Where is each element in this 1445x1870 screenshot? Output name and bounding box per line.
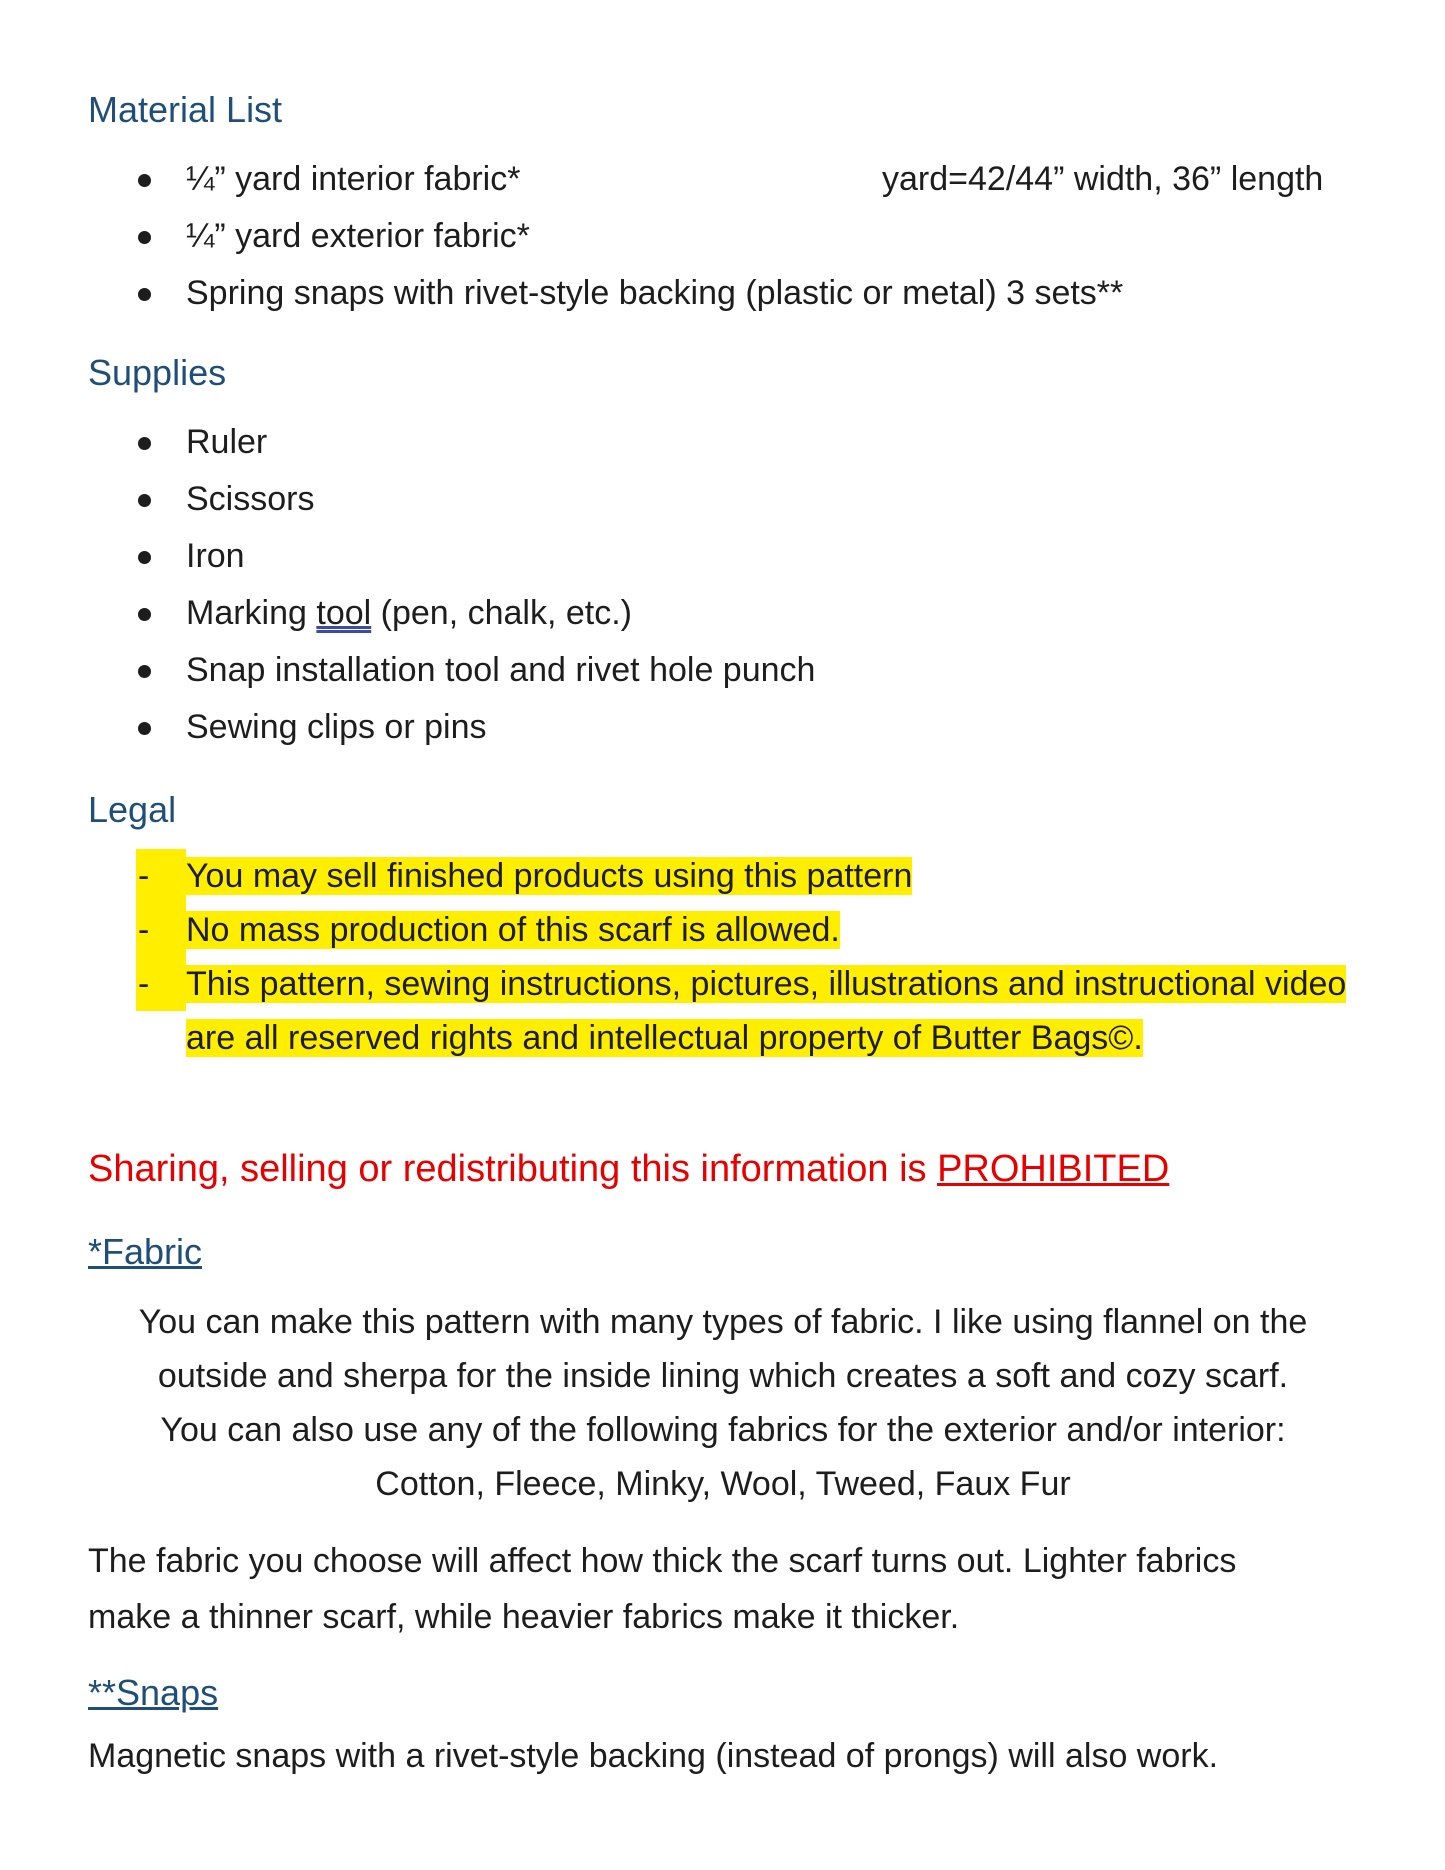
supplies-item-text: Sewing clips or pins — [186, 708, 487, 746]
material-list — [88, 151, 1378, 322]
bullet-icon — [138, 494, 151, 507]
list-item — [88, 699, 1378, 756]
highlighted-text: This pattern, sewing instructions, pictures, illustrations and instructional video are all reserved rights and intellectual property of Butter Bags©. — [186, 965, 1347, 1057]
grammar-flagged-word[interactable]: tool — [316, 594, 372, 632]
dash-bullet: - — [136, 903, 186, 957]
list-item — [88, 414, 1378, 471]
list-item — [88, 208, 1378, 265]
supplies-item-text-after: (pen, chalk, etc.) — [371, 594, 632, 632]
paragraph-line: make a thinner scarf, while heavier fabrics make it thicker. — [88, 1598, 960, 1636]
yard-note: yard=42/44” width, 36” length — [882, 160, 1324, 198]
bullet-icon — [138, 722, 151, 735]
list-item — [88, 151, 1378, 208]
supplies-list — [88, 414, 1378, 756]
bullet-icon — [138, 231, 151, 244]
fabric-heading[interactable]: *Fabric — [88, 1231, 203, 1272]
fabric-types-line: Cotton, Fleece, Minky, Wool, Tweed, Faux Fur — [375, 1465, 1071, 1503]
bullet-icon — [138, 288, 151, 301]
legal-item — [136, 903, 1386, 957]
prohibited-emphasis: PROHIBITED — [937, 1148, 1170, 1190]
snaps-heading[interactable]: **Snaps — [88, 1672, 219, 1713]
fabric-line: You can also use any of the following fabrics for the exterior and/or interior: — [160, 1411, 1286, 1449]
bullet-icon — [138, 437, 151, 450]
bullet-icon — [138, 551, 151, 564]
legal-item — [136, 957, 1386, 1065]
highlighted-text: You may sell finished products using this pattern — [186, 857, 913, 895]
fabric-description — [88, 1295, 1358, 1511]
legal-item — [136, 849, 1386, 903]
fabric-line: You can make this pattern with many types of fabric. I like using flannel on the — [138, 1303, 1308, 1341]
fabric-line: outside and sherpa for the inside lining which creates a soft and cozy scarf. — [157, 1357, 1289, 1395]
supplies-item-text: Snap installation tool and rivet hole punch — [186, 651, 816, 689]
material-item-text: ¼” yard interior fabric* — [186, 160, 521, 198]
bullet-icon — [138, 174, 151, 187]
highlighted-text: No mass production of this scarf is allowed. — [186, 911, 840, 949]
list-item — [88, 471, 1378, 528]
supplies-item-text: Ruler — [186, 423, 268, 461]
material-list-heading: Material List — [88, 89, 283, 130]
list-item — [88, 585, 1378, 642]
list-item — [88, 528, 1378, 585]
bullet-icon — [138, 608, 151, 621]
legal-heading: Legal — [88, 789, 177, 830]
list-item — [88, 642, 1378, 699]
warning-text: Sharing, selling or redistributing this information is — [88, 1148, 938, 1190]
bullet-icon — [138, 665, 151, 678]
legal-list — [136, 849, 1386, 1065]
snaps-paragraph: Magnetic snaps with a rivet-style backing (instead of prongs) will also work. — [88, 1737, 1219, 1775]
prohibited-warning — [88, 1148, 1169, 1191]
dash-bullet: - — [136, 957, 186, 1011]
supplies-heading: Supplies — [88, 352, 227, 393]
supplies-item-text: Iron — [186, 537, 245, 575]
material-item-text: Spring snaps with rivet-style backing (plastic or metal) 3 sets** — [186, 274, 1124, 312]
dash-bullet: - — [136, 849, 186, 903]
paragraph-line: The fabric you choose will affect how thick the scarf turns out. Lighter fabrics — [88, 1542, 1237, 1580]
fabric-thickness-paragraph — [88, 1533, 1378, 1645]
list-item — [88, 265, 1378, 322]
supplies-item-text: Scissors — [186, 480, 315, 518]
supplies-item-text-before: Marking — [186, 594, 317, 632]
material-item-text: ¼” yard exterior fabric* — [186, 217, 530, 255]
